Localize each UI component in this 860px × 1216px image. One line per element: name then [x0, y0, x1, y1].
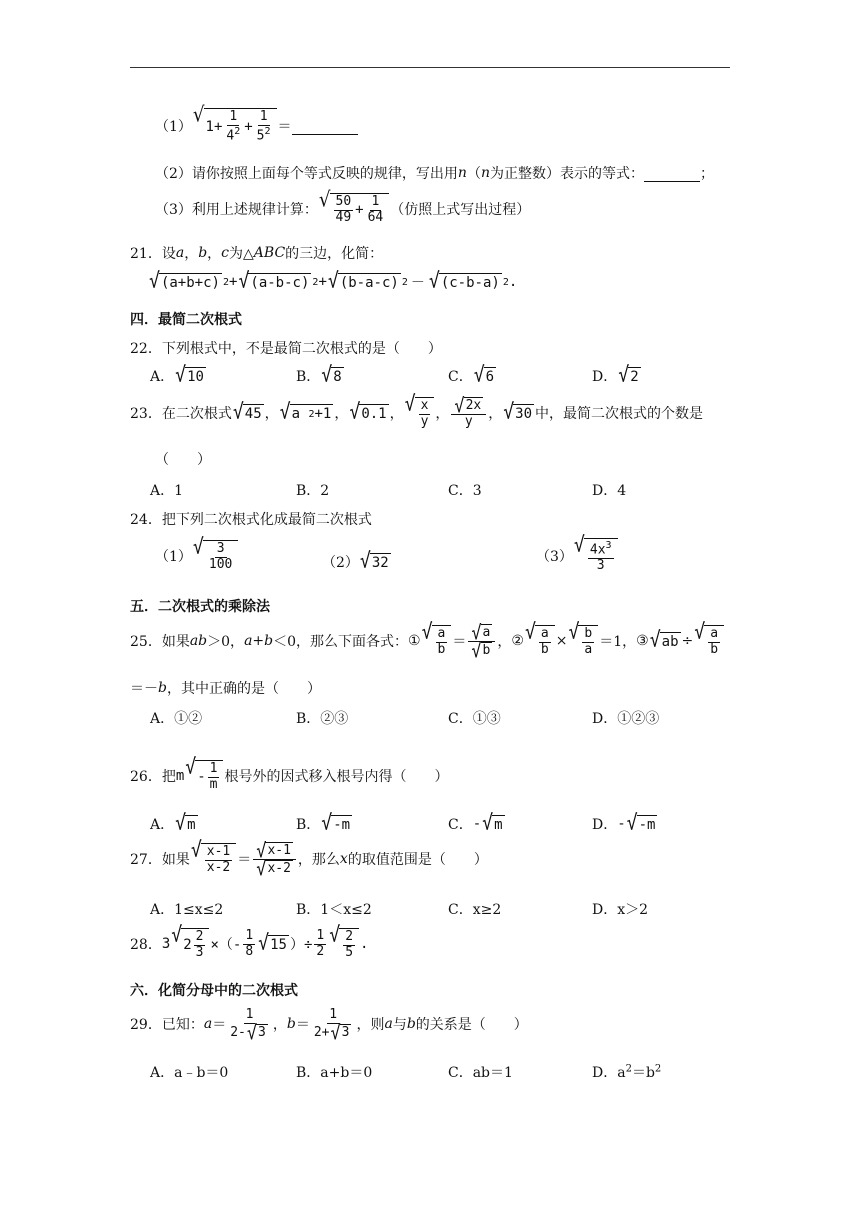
q26-question: 26．把 m √ - $\frac{1}{m}$ 根号外的因式移入根号内得（ ）	[130, 755, 449, 792]
option-b[interactable]: B．②③	[296, 711, 349, 727]
option-c[interactable]: C．x≥2	[448, 902, 502, 918]
option-c[interactable]: C． √ 6	[448, 363, 495, 388]
q20-part2: （2）请你按照上面每个等式反映的规律，写出用 n （ n 为正整数）表示的等式： ；	[155, 165, 714, 182]
option-b[interactable]: B．1＜x≤2	[296, 902, 372, 918]
part-label: （1）	[155, 119, 192, 136]
q29-question: 29．已知： a ＝ 1 2- √ 3 ， b ＝ 1 2+ √ 3 ，则 a 与 b 的关系是（ ）	[130, 1007, 528, 1044]
option-d[interactable]: D．x＞2	[592, 902, 649, 918]
q21-expression: √ (a+b+c) 2 + √ (a-b-c) 2 + √ (b-a-c) 2 － √ (c-b-a) 2 .	[149, 269, 518, 294]
option-c[interactable]: C． - √ m	[448, 811, 503, 836]
q24-part2: （2） √ 32	[322, 549, 389, 574]
q20-part1: （1） √ 1+ $\frac{1}{4^2}$ + $\frac{1}{5^2}$ ＝	[155, 108, 358, 144]
q22-question: 22．下列根式中，不是最简二次根式的是（ ）	[130, 341, 442, 357]
option-c[interactable]: C．3	[448, 483, 482, 499]
option-d[interactable]: D．①②③	[592, 711, 660, 727]
q23-question: 23．在二次根式 √ 45 ， √ a 2 +1 ， √ 0.1 ， √ $\frac{x}{y}$ ， √ 2x y ， √ 30 中，最简二次根式的个数是	[130, 392, 704, 429]
option-d[interactable]: D． √ 2	[592, 363, 639, 388]
q24-question: 24．把下列二次根式化成最简二次根式	[130, 512, 372, 528]
radical: √ $\frac{50}{49}$ + $\frac{1}{64}$	[319, 193, 389, 226]
section-heading: 四．最简二次根式	[130, 312, 242, 328]
option-b[interactable]: B． √ 8	[296, 363, 342, 388]
header-rule	[130, 67, 730, 68]
q24-part1: （1） √ $\frac{3}{100}$	[155, 540, 239, 573]
section-heading: 五．二次根式的乘除法	[130, 599, 270, 615]
option-a[interactable]: A．1	[150, 483, 184, 499]
option-d[interactable]: D．$a^2=b^2$	[592, 1063, 662, 1081]
option-c[interactable]: C．①③	[448, 711, 501, 727]
option-a[interactable]: A． √ m	[150, 811, 196, 836]
option-a[interactable]: A．a﹣b＝0	[150, 1065, 229, 1081]
q20-part3: （3）利用上述规律计算： √ $\frac{50}{49}$ + $\frac{1}{64}$ （仿照上式写出过程）	[155, 188, 531, 225]
radical: √ 1+ $\frac{1}{4^2}$ + $\frac{1}{5^2}$	[193, 108, 277, 144]
option-a[interactable]: A．①②	[150, 711, 203, 727]
q21-question: 21．设 a ， b ， c 为△ ABC 的三边，化简：	[130, 245, 384, 262]
q24-part3: （3） √ $\frac{4x^3}{3}$	[536, 538, 619, 574]
section-heading: 六．化简分母中的二次根式	[130, 983, 298, 999]
option-a[interactable]: A．1≤x≤2	[150, 902, 224, 918]
q28-expression: 28． 3 √ 2 $\frac{2}{3}$ ×（- $\frac{1}{8}$ √ 15 ）÷ $\frac{1}{2}$ √ $\frac{2}{5}$ .	[130, 923, 369, 960]
option-c[interactable]: C．ab＝1	[448, 1065, 513, 1081]
option-b[interactable]: B． √ -m	[296, 811, 351, 836]
answer-paren: （ ）	[155, 452, 211, 468]
option-d[interactable]: D．4	[592, 483, 627, 499]
q27-question: 27．如果 √ $\frac{x-1}{x-2}$ ＝ √ x-1 √ x-2 ，那么 x 的取值范围是（ ）	[130, 838, 488, 880]
answer-blank[interactable]	[644, 165, 700, 182]
answer-blank[interactable]	[292, 118, 358, 135]
q25-continuation: ＝－ b ，其中正确的是（ ）	[130, 680, 321, 697]
option-b[interactable]: B．a+b＝0	[296, 1065, 373, 1081]
option-b[interactable]: B．2	[296, 483, 330, 499]
option-d[interactable]: D． - √ -m	[592, 811, 656, 836]
option-a[interactable]: A． √ 10	[150, 363, 204, 388]
q25-question: 25．如果 ab ＞0， a+b ＜0，那么下面各式： ① √ $\frac{a}{b}$ ＝ √ a √ b ， ② √ $\frac{a}{b}$ × √ $\frac{b}{a}$ ＝1， ③ √ a b ÷ √ $\frac{a}{b}$	[130, 624, 725, 659]
